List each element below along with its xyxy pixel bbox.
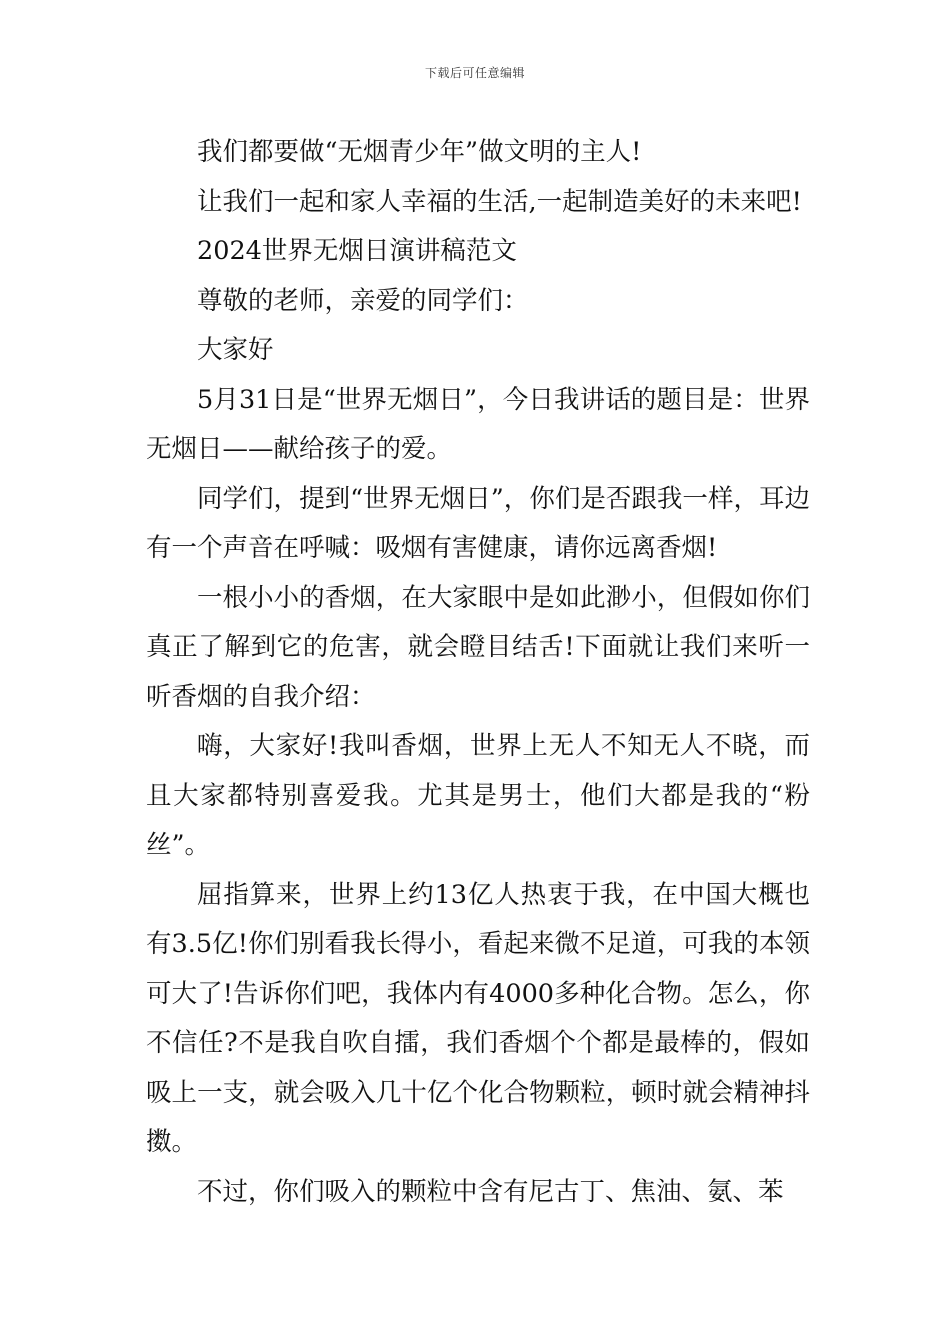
paragraph: 5月31日是“世界无烟日”，今日我讲话的题目是：世界无烟日——献给孩子的爱。	[146, 384, 810, 464]
paragraph: 屈指算来，世界上约13亿人热衷于我，在中国大概也有3.5亿!你们别看我长得小，看起来微不足道，可我的本领可大了!告诉你们吧，我体内有4000多种化合物。怎么，你不信任?不是我自吹自擂，我们香烟个个都是最棒的，假如吸上一支，就会吸入几十亿个化合物颗粒，顿时就会精神抖擞。	[146, 879, 810, 1157]
salutation: 尊敬的老师，亲爱的同学们：	[197, 285, 529, 316]
paragraph: 让我们一起和家人幸福的生活,一起制造美好的未来吧!	[197, 186, 802, 217]
paragraph: 一根小小的香烟，在大家眼中是如此渺小，但假如你们真正了解到它的危害，就会瞪目结舌!下面就让我们来听一听香烟的自我介绍：	[146, 582, 810, 712]
document-body	[146, 128, 810, 1217]
page-header: 下载后可任意编辑	[424, 66, 525, 80]
paragraph: 嗨，大家好!我叫香烟，世界上无人不知无人不晓，而且大家都特别喜爱我。尤其是男士，他们大都是我的“粉丝”。	[146, 731, 810, 860]
paragraph: 我们都要做“无烟青少年”做文明的主人!	[197, 137, 642, 167]
greeting: 大家好	[197, 335, 274, 365]
paragraph: 不过，你们吸入的颗粒中含有尼古丁、焦油、氨、苯	[197, 1176, 784, 1207]
speech-title: 2024世界无烟日演讲稿范文	[197, 236, 517, 266]
paragraph: 同学们，提到“世界无烟日”，你们是否跟我一样，耳边有一个声音在呼喊：吸烟有害健康，请你远离香烟!	[146, 483, 810, 563]
